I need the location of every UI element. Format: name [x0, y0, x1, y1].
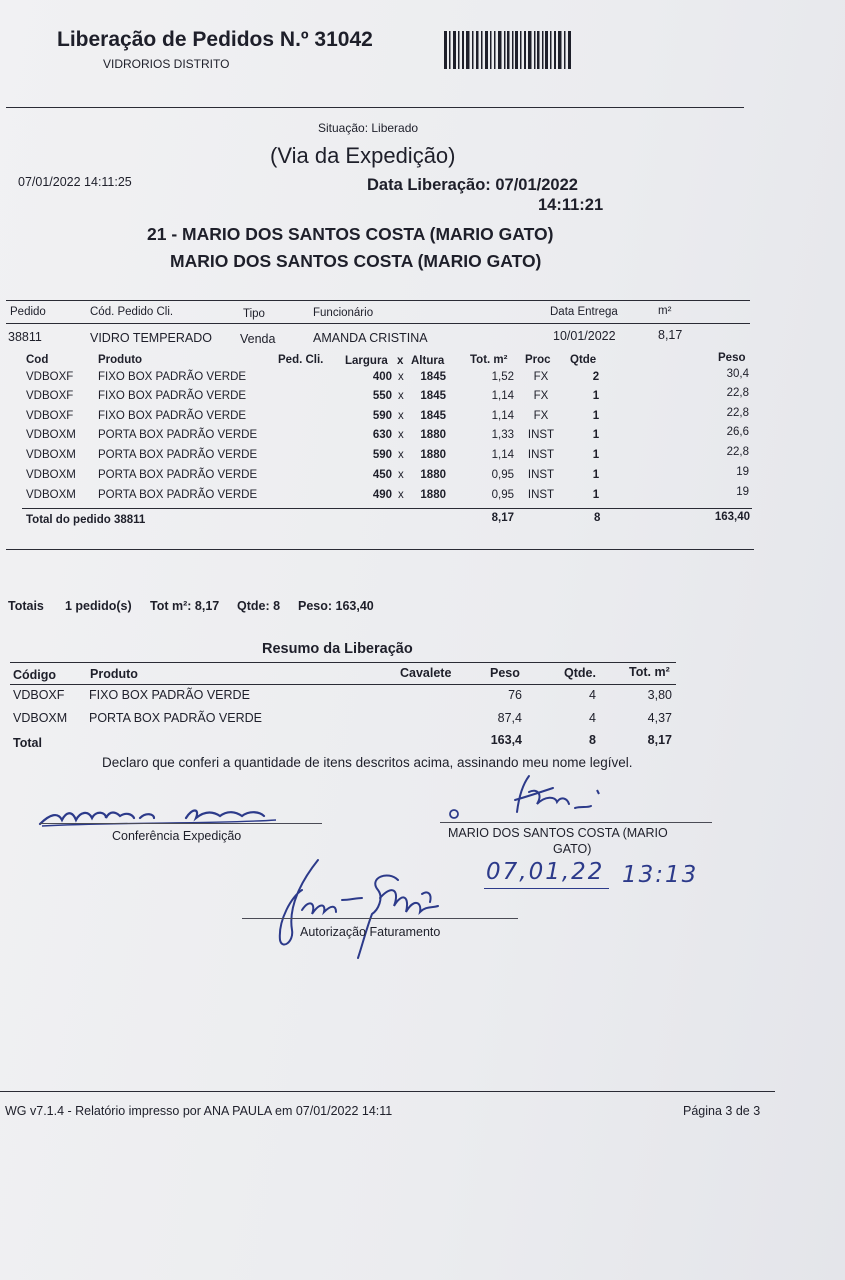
print-datetime: 07/01/2022 14:11:25: [18, 175, 132, 189]
totals-pedidos: 1 pedido(s): [65, 599, 132, 613]
release-time: 14:11:21: [538, 196, 604, 214]
client-name-line1: 21 - MARIO DOS SANTOS COSTA (MARIO GATO): [147, 224, 554, 244]
item-peso: 22,8: [726, 446, 749, 458]
item-peso: 19: [736, 466, 749, 478]
summary-total-qtde: 8: [589, 733, 596, 747]
item-produto: PORTA BOX PADRÃO VERDE: [98, 469, 258, 481]
item-produto: FIXO BOX PADRÃO VERDE: [98, 390, 247, 402]
col-funcionario: Funcionário: [313, 307, 374, 319]
item-tot-m2: 1,14: [491, 390, 514, 402]
item-proc: INST: [527, 489, 555, 501]
item-tot-m2: 0,95: [491, 469, 514, 481]
conferencia-label: Conferência Expedição: [112, 829, 242, 843]
item-peso: 22,8: [726, 387, 749, 399]
item-altura: 1845: [420, 371, 446, 383]
handwritten-date: 07,01,22: [486, 859, 605, 885]
col-pedido: Pedido: [10, 306, 46, 318]
item-x: x: [398, 410, 404, 422]
summary-total-label: Total: [13, 736, 42, 750]
autorizacao-label: Autorização Faturamento: [300, 925, 441, 939]
item-qtde: 2: [592, 371, 600, 383]
order-total-peso: 163,40: [714, 511, 750, 523]
item-cod: VDBOXF: [26, 371, 74, 383]
item-largura: 630: [372, 429, 392, 441]
items-col-ped-cli: Ped. Cli.: [278, 354, 324, 366]
summary-col-peso: Peso: [490, 666, 520, 680]
autorizacao-signature: [262, 850, 472, 965]
order-m2: 8,17: [658, 328, 683, 342]
item-largura: 490: [372, 489, 392, 501]
item-qtde: 1: [592, 449, 600, 461]
summary-produto: PORTA BOX PADRÃO VERDE: [89, 711, 262, 725]
item-largura: 550: [372, 390, 392, 402]
order-data-entrega: 10/01/2022: [553, 329, 616, 343]
order-tipo: Venda: [240, 332, 276, 346]
item-proc: INST: [527, 449, 555, 461]
item-peso: 30,4: [726, 368, 749, 380]
client-signature: [445, 770, 615, 826]
footer-rule: [0, 1091, 775, 1092]
summary-qtde: 4: [589, 711, 596, 725]
order-total-m2: 8,17: [491, 512, 514, 524]
col-data-entrega: Data Entrega: [550, 306, 618, 318]
col-tipo: Tipo: [243, 308, 265, 320]
totals-tot-m2: Tot m²: 8,17: [150, 599, 220, 613]
item-altura: 1880: [420, 449, 446, 461]
item-x: x: [398, 371, 404, 383]
summary-col-codigo: Código: [13, 668, 57, 682]
totals-label: Totais: [8, 599, 44, 613]
summary-col-cavalete: Cavalete: [400, 666, 452, 680]
summary-codigo: VDBOXF: [13, 688, 65, 702]
items-col-produto: Produto: [98, 354, 143, 366]
summary-tot-m2: 3,80: [647, 688, 672, 702]
totals-qtde: Qtde: 8: [237, 599, 281, 613]
barcode: [444, 31, 574, 69]
item-x: x: [398, 489, 404, 501]
item-peso: 19: [736, 486, 749, 498]
item-tot-m2: 1,52: [491, 371, 514, 383]
item-produto: PORTA BOX PADRÃO VERDE: [98, 429, 258, 441]
items-col-cod: Cod: [26, 354, 49, 366]
items-total-rule: [22, 508, 752, 509]
conferencia-line: [40, 823, 322, 824]
summary-title: Resumo da Liberação: [262, 641, 413, 657]
item-qtde: 1: [592, 390, 600, 402]
item-cod: VDBOXM: [26, 449, 76, 461]
items-col-proc: Proc: [525, 354, 551, 366]
footer-report-info: WG v7.1.4 - Relatório impresso por ANA PAULA em 07/01/2022 14:11: [5, 1104, 393, 1118]
client-sign-name-line1: MARIO DOS SANTOS COSTA (MARIO: [448, 826, 668, 840]
items-col-altura: Altura: [411, 355, 445, 367]
document-title: Liberação de Pedidos N.º 31042: [57, 28, 373, 51]
item-altura: 1845: [420, 390, 446, 402]
item-peso: 26,6: [726, 426, 749, 438]
item-qtde: 1: [592, 489, 600, 501]
item-x: x: [398, 449, 404, 461]
item-x: x: [398, 390, 404, 402]
order-header-top-rule: [6, 300, 750, 301]
item-altura: 1880: [420, 429, 446, 441]
handwritten-time: 13:13: [622, 862, 699, 888]
company-name: VIDRORIOS DISTRITO: [103, 57, 230, 71]
summary-total-peso: 163,4: [490, 733, 522, 747]
item-cod: VDBOXM: [26, 469, 76, 481]
item-produto: PORTA BOX PADRÃO VERDE: [98, 489, 258, 501]
item-altura: 1880: [420, 469, 446, 481]
totals-peso: Peso: 163,40: [298, 599, 374, 613]
item-cod: VDBOXF: [26, 410, 74, 422]
item-peso: 22,8: [726, 407, 749, 419]
client-name-line2: MARIO DOS SANTOS COSTA (MARIO GATO): [170, 251, 542, 271]
order-total-qtde: 8: [594, 512, 601, 524]
summary-peso: 87,4: [497, 711, 522, 725]
summary-col-produto: Produto: [90, 667, 138, 681]
via-label: (Via da Expedição): [270, 143, 456, 168]
release-date: Data Liberação: 07/01/2022: [367, 176, 578, 194]
item-qtde: 1: [592, 429, 600, 441]
declaration-text: Declaro que conferi a quantidade de itens descritos acima, assinando meu nome legível.: [102, 755, 633, 770]
summary-total-tot-m2: 8,17: [647, 733, 672, 747]
summary-tot-m2: 4,37: [647, 711, 672, 725]
item-produto: FIXO BOX PADRÃO VERDE: [98, 410, 247, 422]
order-bottom-rule: [6, 549, 754, 550]
item-proc: FX: [533, 371, 549, 383]
items-col-largura: Largura: [345, 355, 388, 367]
item-produto: PORTA BOX PADRÃO VERDE: [98, 449, 258, 461]
order-total-label: Total do pedido 38811: [26, 514, 146, 526]
item-largura: 400: [372, 371, 392, 383]
items-col-x: x: [397, 355, 404, 367]
items-col-tot-m2: Tot. m²: [470, 354, 508, 366]
order-funcionario: AMANDA CRISTINA: [313, 331, 428, 345]
col-cod-pedido-cli: Cód. Pedido Cli.: [90, 306, 174, 318]
item-proc: FX: [533, 410, 549, 422]
summary-qtde: 4: [589, 688, 596, 702]
item-proc: INST: [527, 469, 555, 481]
item-x: x: [398, 469, 404, 481]
summary-col-qtde: Qtde.: [564, 666, 596, 680]
item-largura: 590: [372, 410, 392, 422]
item-largura: 450: [372, 469, 392, 481]
footer-page-number: Página 3 de 3: [683, 1104, 761, 1118]
item-cod: VDBOXM: [26, 489, 76, 501]
summary-peso: 76: [508, 688, 522, 702]
summary-codigo: VDBOXM: [13, 711, 68, 725]
item-tot-m2: 1,14: [491, 449, 514, 461]
summary-col-tot-m2: Tot. m²: [629, 665, 670, 679]
client-signature-line: [440, 822, 712, 823]
item-qtde: 1: [592, 410, 600, 422]
item-produto: FIXO BOX PADRÃO VERDE: [98, 371, 247, 383]
item-proc: FX: [533, 390, 549, 402]
order-header-bottom-rule: [6, 323, 750, 324]
items-col-qtde: Qtde: [570, 354, 597, 366]
handwritten-date-underline: [484, 888, 609, 889]
item-tot-m2: 1,14: [491, 410, 514, 422]
item-proc: INST: [527, 429, 555, 441]
item-tot-m2: 0,95: [491, 489, 514, 501]
item-largura: 590: [372, 449, 392, 461]
autorizacao-line: [242, 918, 518, 919]
item-altura: 1845: [420, 410, 446, 422]
order-pedido: 38811: [8, 330, 42, 344]
situation-text: Situação: Liberado: [318, 121, 419, 135]
summary-header-bottom-rule: [10, 684, 676, 685]
summary-header-top-rule: [10, 662, 676, 663]
item-x: x: [398, 429, 404, 441]
col-m2: m²: [658, 305, 672, 317]
order-cod-pedido-cli: VIDRO TEMPERADO: [90, 331, 213, 345]
item-qtde: 1: [592, 469, 600, 481]
header-divider: [6, 107, 744, 108]
item-tot-m2: 1,33: [491, 429, 514, 441]
item-cod: VDBOXF: [26, 390, 74, 402]
summary-produto: FIXO BOX PADRÃO VERDE: [89, 688, 250, 702]
client-sign-name-line2: GATO): [553, 842, 592, 856]
item-altura: 1880: [420, 489, 446, 501]
item-cod: VDBOXM: [26, 429, 76, 441]
items-col-peso: Peso: [718, 352, 746, 364]
